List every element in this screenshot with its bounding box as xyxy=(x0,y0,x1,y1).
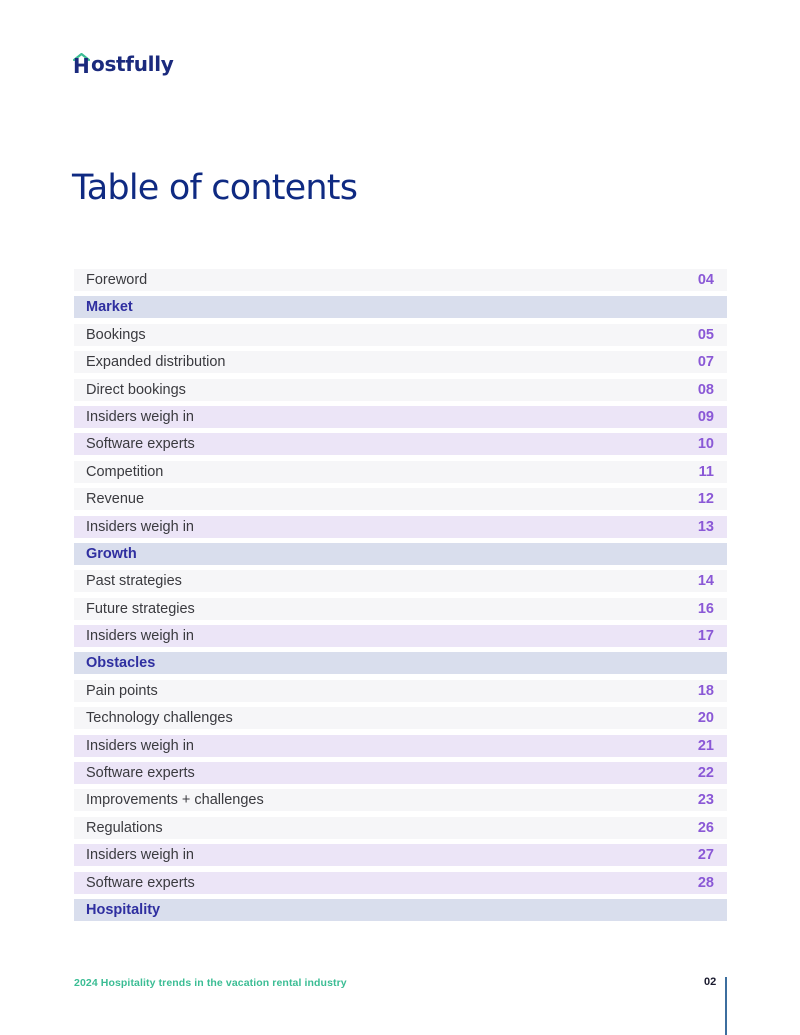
toc-entry-label: Regulations xyxy=(86,819,163,836)
toc-entry[interactable] xyxy=(74,433,727,455)
toc-entry[interactable] xyxy=(74,844,727,866)
hostfully-logo xyxy=(73,52,174,78)
toc-entry[interactable] xyxy=(74,598,727,620)
toc-entry-page-number: 12 xyxy=(697,491,714,508)
toc-entry-page-number: 08 xyxy=(697,381,714,398)
toc-entry-page-number: 05 xyxy=(697,326,714,343)
toc-entry-page-number: 09 xyxy=(697,408,714,425)
toc-entry-label: Insiders weigh in xyxy=(86,737,194,754)
toc-entry-label: Competition xyxy=(86,463,164,480)
toc-entry-page-number: 14 xyxy=(697,573,714,590)
toc-entry[interactable] xyxy=(74,789,727,811)
toc-entry[interactable] xyxy=(74,351,727,373)
toc-entry[interactable] xyxy=(74,516,727,538)
toc-entry-label: Software experts xyxy=(86,436,195,453)
toc-entry-page-number: 16 xyxy=(697,600,714,617)
toc-section-header xyxy=(74,899,727,921)
toc-entry[interactable] xyxy=(74,707,727,729)
logo-wordmark: ostfully xyxy=(91,52,174,76)
toc-entry-page-number: 20 xyxy=(697,710,714,727)
toc-entry-label: Direct bookings xyxy=(86,381,186,398)
toc-entry-page-number: 27 xyxy=(697,847,714,864)
table-of-contents xyxy=(74,269,727,926)
footer-report-title: 2024 Hospitality trends in the vacation rental industry xyxy=(74,977,347,989)
toc-section-header xyxy=(74,652,727,674)
logo-initial: H xyxy=(73,54,90,78)
toc-entry-label: Technology challenges xyxy=(86,710,233,727)
toc-entry-label: Insiders weigh in xyxy=(86,408,194,425)
toc-entry[interactable] xyxy=(74,680,727,702)
toc-entry-page-number: 26 xyxy=(697,819,714,836)
toc-section-header xyxy=(74,543,727,565)
toc-entry-label: Revenue xyxy=(86,491,145,508)
toc-entry-label: Software experts xyxy=(86,874,195,891)
toc-entry[interactable] xyxy=(74,406,727,428)
toc-entry-label: Future strategies xyxy=(86,600,195,617)
footer-page-number: 02 xyxy=(704,976,717,988)
toc-entry-label: Growth xyxy=(86,545,137,562)
toc-entry[interactable] xyxy=(74,570,727,592)
toc-entry-page-number: 11 xyxy=(698,463,714,480)
toc-entry-page-number: 07 xyxy=(697,354,714,371)
toc-entry-page-number: 17 xyxy=(697,628,714,645)
toc-entry[interactable] xyxy=(74,872,727,894)
toc-entry-page-number: 21 xyxy=(697,737,714,754)
toc-entry-label: Software experts xyxy=(86,765,195,782)
page-title: Table of contents xyxy=(72,168,358,208)
toc-entry[interactable] xyxy=(74,817,727,839)
toc-entry[interactable] xyxy=(74,488,727,510)
toc-entry-label: Improvements + challenges xyxy=(86,792,264,809)
toc-entry-page-number: 04 xyxy=(697,272,714,288)
toc-entry-page-number: 10 xyxy=(697,436,714,453)
toc-entry[interactable] xyxy=(74,735,727,757)
toc-entry-label: Bookings xyxy=(86,326,146,343)
toc-entry[interactable] xyxy=(74,379,727,401)
toc-entry-page-number: 18 xyxy=(697,682,714,699)
toc-entry-page-number: 23 xyxy=(697,792,714,809)
toc-entry-label: Pain points xyxy=(86,682,158,699)
toc-entry-label: Market xyxy=(86,299,133,316)
toc-entry-label: Expanded distribution xyxy=(86,354,226,371)
logo-house-mark xyxy=(73,53,90,78)
toc-entry-label: Insiders weigh in xyxy=(86,847,194,864)
toc-entry[interactable] xyxy=(74,269,727,291)
toc-entry-label: Insiders weigh in xyxy=(86,628,194,645)
toc-entry-page-number: 28 xyxy=(697,874,714,891)
footer-divider xyxy=(725,977,727,1035)
toc-entry-label: Past strategies xyxy=(86,573,182,590)
toc-entry-label: Hospitality xyxy=(86,901,161,918)
toc-entry[interactable] xyxy=(74,461,727,483)
toc-entry[interactable] xyxy=(74,324,727,346)
toc-entry[interactable] xyxy=(74,625,727,647)
toc-entry-page-number: 22 xyxy=(697,765,714,782)
toc-entry-label: Foreword xyxy=(86,272,148,288)
toc-section-header xyxy=(74,296,727,318)
toc-entry[interactable] xyxy=(74,762,727,784)
toc-entry-label: Insiders weigh in xyxy=(86,518,194,535)
toc-entry-label: Obstacles xyxy=(86,655,156,672)
toc-entry-page-number: 13 xyxy=(697,518,714,535)
